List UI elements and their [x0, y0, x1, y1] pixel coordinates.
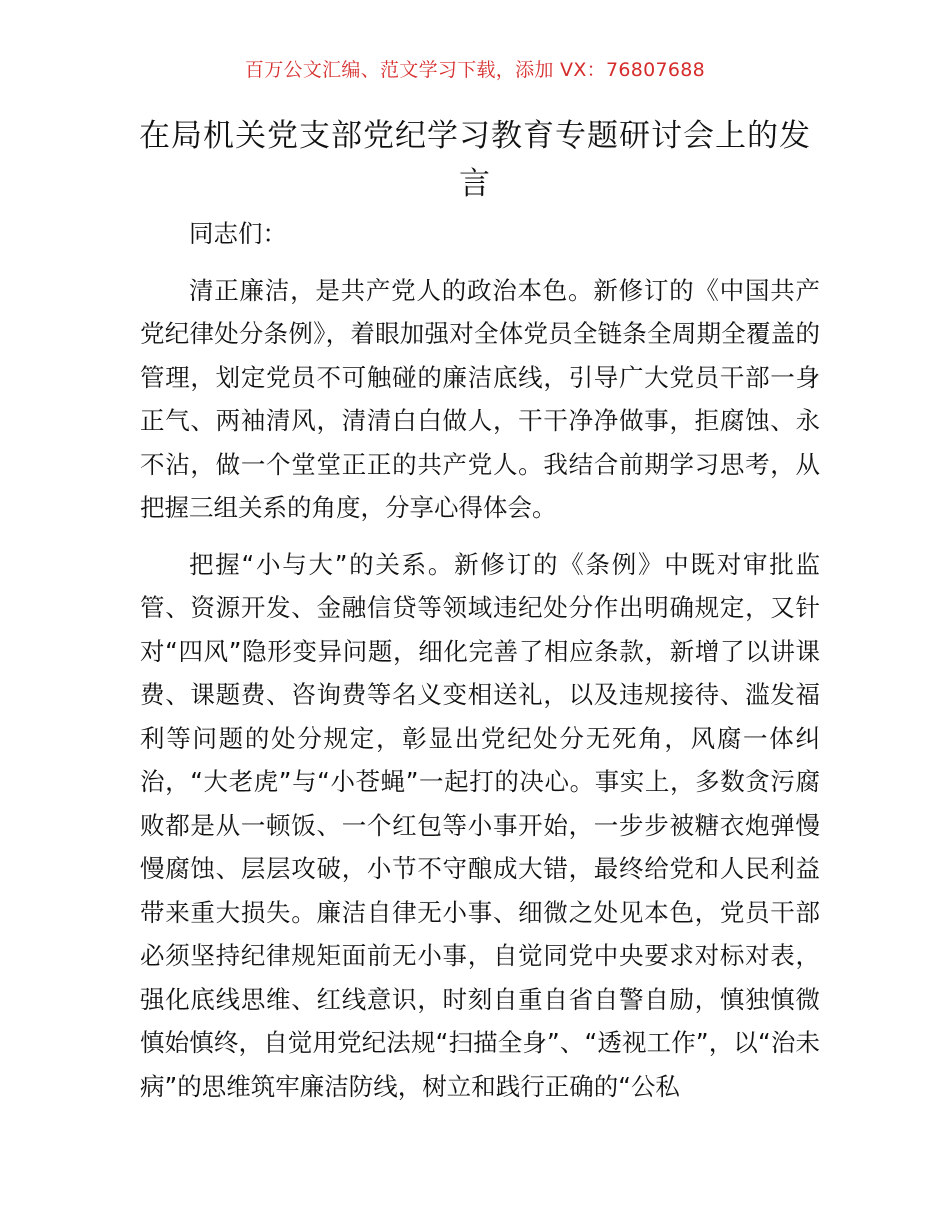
paragraph-1: 清正廉洁，是共产党人的政治本色。新修订的《中国共产党纪律处分条例》，着眼加强对全体党员全链条全周期全覆盖的管理，划定党员不可触碰的廉洁底线，引导广大党员干部一身正气、两袖清风，清清白白做人，干干净净做事，拒腐蚀、永不沾，做一个堂堂正正的共产党人。我结合前期学习思考，从把握三组关系的角度，分享心得体会。: [140, 275, 820, 522]
header-watermark-note: 百万公文汇编、范文学习下载，添加 VX：76807688: [244, 59, 706, 81]
document-body: [140, 212, 820, 1121]
document-title: 在局机关党支部党纪学习教育专题研讨会上的发言: [139, 118, 811, 202]
paragraph-2: 把握“小与大”的关系。新修订的《条例》中既对审批监管、资源开发、金融信贷等领域违纪处分作出明确规定，又针对“四风”隐形变异问题，细化完善了相应条款，新增了以讲课费、课题费、咨询费等名义变相送礼，以及违规接待、滥发福利等问题的处分规定，彰显出党纪处分无死角，风腐一体纠治，“大老虎”与“小苍蝇”一起打的决心。事实上，多数贪污腐败都是从一顿饭、一个红包等小事开始，一步步被糖衣炮弹慢慢腐蚀、层层攻破，小节不守酿成大错，最终给党和人民利益带来重大损失。廉洁自律无小事、细微之处见本色，党员干部必须坚持纪律规矩面前无小事，自觉同党中央要求对标对表，强化底线思维、红线意识，时刻自重自省自警自励，慎独慎微慎始慎终，自觉用党纪法规“扫描全身”、“透视工作”，以“治未病”的思维筑牢廉洁防线，树立和践行正确的“公私: [140, 549, 820, 1101]
salutation: 同志们：: [189, 219, 287, 248]
